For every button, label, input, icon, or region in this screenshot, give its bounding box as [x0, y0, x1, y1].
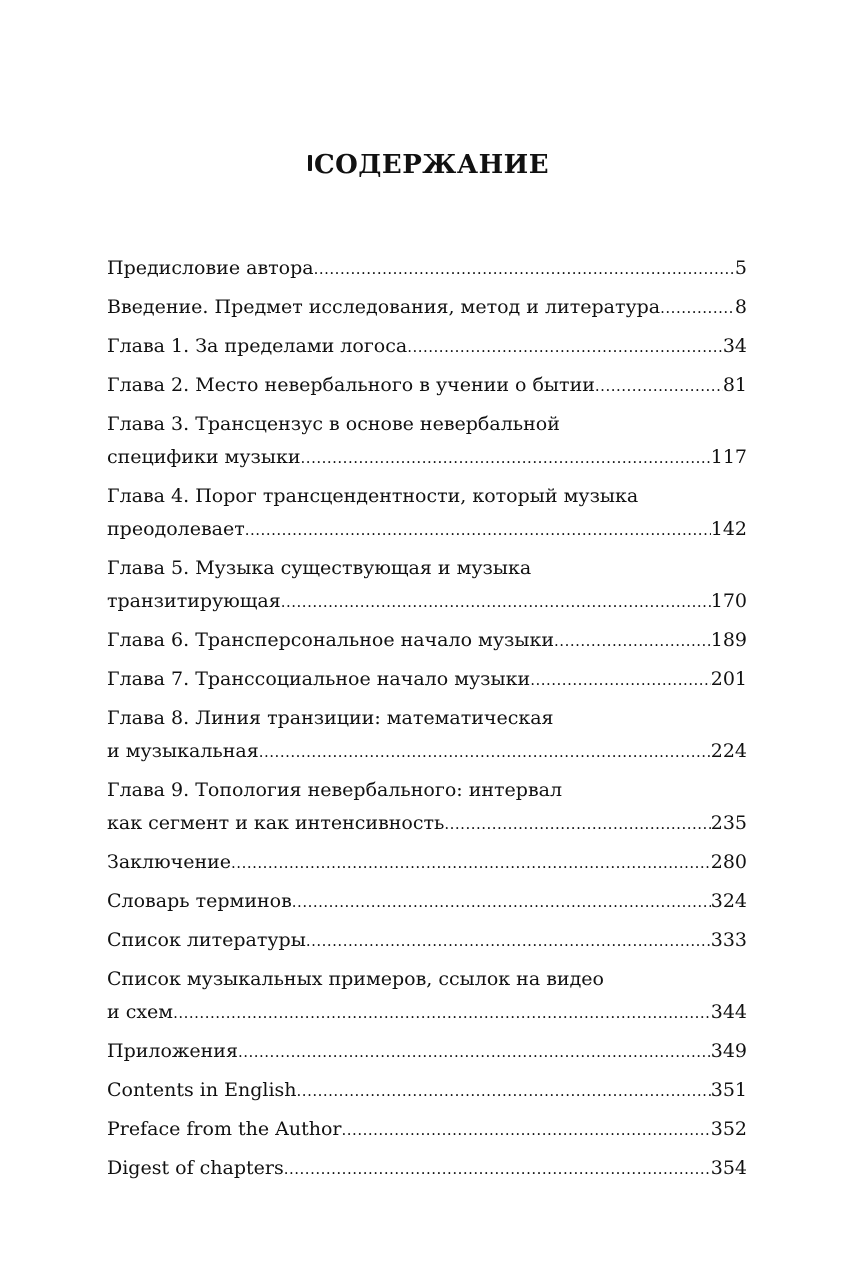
toc-entry-label: Заключение — [107, 851, 232, 873]
dot-leader — [407, 331, 723, 364]
toc-entry-page-number: 333 — [710, 929, 747, 951]
table-of-contents — [107, 252, 747, 1191]
toc-entry-first-line: Глава 5. Музыка существующая и музыка — [107, 557, 532, 579]
toc-entry-label: Глава 1. За пределами логоса — [107, 335, 408, 357]
dot-leader — [554, 625, 711, 658]
toc-entry-first-line: Глава 9. Топология невербального: интервал — [107, 779, 563, 801]
toc-entry-label: транзитирующая — [107, 590, 281, 612]
toc-entry[interactable] — [107, 552, 747, 619]
toc-entry-line — [107, 663, 747, 697]
toc-entry-label: Глава 6. Трансперсональное начало музыки — [107, 629, 555, 651]
toc-entry-label: Глава 2. Место невербального в учении о бытии — [107, 374, 595, 396]
toc-entry-line — [107, 885, 747, 919]
toc-entry-page-number: 8 — [734, 296, 747, 318]
toc-entry-line — [107, 513, 747, 547]
toc-entry-page-number: 351 — [710, 1079, 747, 1101]
toc-entry[interactable] — [107, 1113, 747, 1147]
toc-entry-page-number: 235 — [710, 812, 747, 834]
dot-leader — [530, 664, 711, 697]
dot-leader — [297, 1075, 711, 1108]
toc-entry-first-line: Список музыкальных примеров, ссылок на видео — [107, 968, 604, 990]
toc-entry-line — [107, 330, 747, 364]
toc-entry[interactable] — [107, 924, 747, 958]
toc-entry-line — [107, 585, 747, 619]
toc-entry-label: Приложения — [107, 1040, 238, 1062]
toc-entry-line — [107, 846, 747, 880]
toc-entry[interactable] — [107, 1152, 747, 1186]
dot-leader — [284, 1153, 711, 1186]
toc-entry[interactable] — [107, 885, 747, 919]
toc-entry-page-number: 117 — [710, 446, 747, 468]
toc-entry-line — [107, 807, 747, 841]
toc-entry-page-number: 224 — [710, 740, 747, 762]
toc-entry-line — [107, 996, 747, 1030]
toc-entry-line — [107, 735, 747, 769]
toc-entry[interactable] — [107, 846, 747, 880]
dot-leader — [301, 442, 711, 475]
dot-leader — [306, 925, 711, 958]
toc-entry-page-number: 5 — [734, 257, 747, 279]
toc-entry-label: преодолевает — [107, 518, 245, 540]
toc-entry-page-number: 344 — [710, 1001, 747, 1023]
toc-entry[interactable] — [107, 291, 747, 325]
toc-entry-label: Preface from the Author — [107, 1118, 342, 1140]
toc-entry-page-number: 142 — [710, 518, 747, 540]
dot-leader — [444, 808, 710, 841]
toc-entry-line — [107, 291, 747, 325]
toc-entry-first-line: Глава 3. Трансцензус в основе невербальной — [107, 413, 560, 435]
toc-entry[interactable] — [107, 774, 747, 841]
page-title — [0, 150, 857, 180]
toc-entry[interactable] — [107, 252, 747, 286]
toc-entry-label: Глава 7. Транссоциальное начало музыки — [107, 668, 531, 690]
toc-entry-page-number: 324 — [710, 890, 747, 912]
toc-entry-page-number: 201 — [710, 668, 747, 690]
bullet-mark-icon — [308, 155, 312, 171]
toc-entry[interactable] — [107, 663, 747, 697]
toc-entry-page-number: 81 — [722, 374, 747, 396]
toc-entry[interactable] — [107, 330, 747, 364]
toc-entry-page-number: 354 — [710, 1157, 747, 1179]
toc-entry-label: и музыкальная — [107, 740, 259, 762]
toc-entry-page-number: 349 — [710, 1040, 747, 1062]
toc-entry-line — [107, 1035, 747, 1069]
toc-entry-page-number: 170 — [710, 590, 747, 612]
dot-leader — [281, 586, 711, 619]
toc-entry[interactable] — [107, 963, 747, 1030]
toc-entry-page-number: 189 — [710, 629, 747, 651]
toc-entry-first-line: Глава 4. Порог трансцендентности, который музыка — [107, 485, 639, 507]
dot-leader — [660, 292, 735, 325]
dot-leader — [231, 847, 711, 880]
toc-entry-label: Введение. Предмет исследования, метод и литература — [107, 296, 661, 318]
dot-leader — [342, 1114, 711, 1147]
toc-entry-line — [107, 924, 747, 958]
toc-entry-label: Contents in English — [107, 1079, 297, 1101]
toc-entry-line — [107, 369, 747, 403]
toc-entry-label: и схем — [107, 1001, 174, 1023]
toc-entry[interactable] — [107, 1074, 747, 1108]
toc-entry[interactable] — [107, 624, 747, 658]
dot-leader — [238, 1036, 711, 1069]
toc-entry-label: как сегмент и как интенсивность — [107, 812, 445, 834]
toc-entry-page-number: 34 — [722, 335, 747, 357]
toc-entry-label: Предисловие автора — [107, 257, 314, 279]
page-title-text: СОДЕРЖАНИЕ — [313, 150, 550, 180]
toc-entry-line — [107, 624, 747, 658]
dot-leader — [314, 253, 735, 286]
dot-leader — [173, 997, 711, 1030]
dot-leader — [259, 736, 711, 769]
toc-entry-line — [107, 252, 747, 286]
toc-entry[interactable] — [107, 480, 747, 547]
toc-entry-label: Список литературы — [107, 929, 306, 951]
toc-entry-line — [107, 1113, 747, 1147]
toc-entry[interactable] — [107, 408, 747, 475]
toc-entry-label: Словарь терминов — [107, 890, 292, 912]
toc-entry-page-number: 352 — [710, 1118, 747, 1140]
dot-leader — [595, 370, 723, 403]
toc-entry-line — [107, 1152, 747, 1186]
toc-entry[interactable] — [107, 369, 747, 403]
toc-entry-line — [107, 1074, 747, 1108]
toc-entry[interactable] — [107, 1035, 747, 1069]
toc-entry-line — [107, 441, 747, 475]
toc-entry-label: специфики музыки — [107, 446, 301, 468]
toc-entry-label: Digest of chapters — [107, 1157, 284, 1179]
toc-entry[interactable] — [107, 702, 747, 769]
dot-leader — [292, 886, 711, 919]
toc-entry-page-number: 280 — [710, 851, 747, 873]
dot-leader — [245, 514, 711, 547]
toc-entry-first-line: Глава 8. Линия транзиции: математическая — [107, 707, 554, 729]
